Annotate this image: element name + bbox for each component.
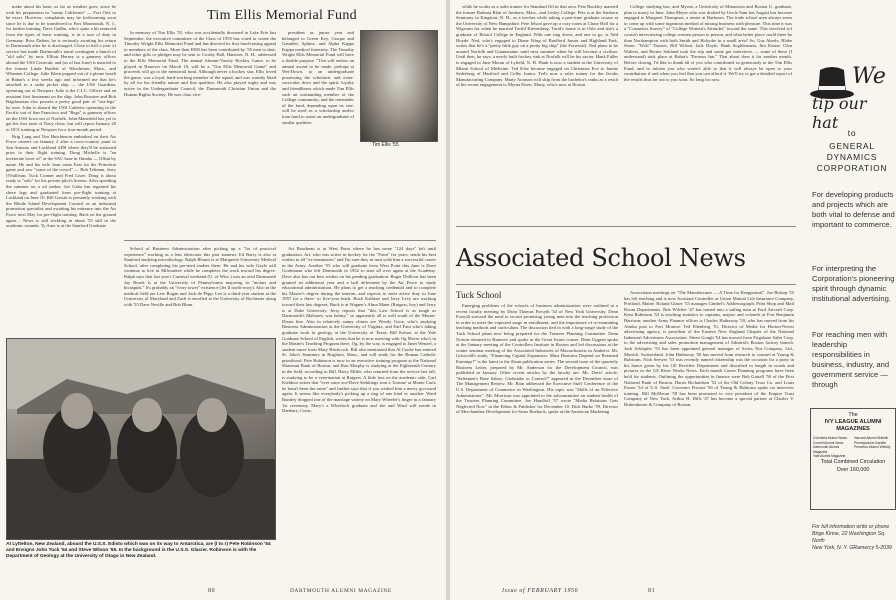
page-number: 81 (648, 588, 656, 594)
contact-info (812, 524, 896, 552)
right-column-2 (624, 4, 792, 220)
contact-line: New York, N. Y. GRamercy 5-2039 (812, 545, 892, 551)
column-3-bottom (282, 246, 436, 566)
contact-line: Birge Kinne, 22 Washington Sq. North (812, 531, 886, 544)
magazine-name: Cornell Alumni News (813, 440, 844, 445)
photo-caption: At Lyttelton, New Zealand, aboard the U.S.S. Edisto which was on its way to Antarctica, are (l to r) Pete Robinson '54 and Ensigns John Tuck '54 and Steve Wilson '55. In the background is the U.S.S. Glacier. Robinson is with the Department of Geology at the University of Otago in New Zealand. (6, 542, 271, 559)
box-the: The (848, 412, 858, 418)
magazine-name: Harvard Alumni Bulletin (854, 436, 889, 440)
ivy-league-box (810, 408, 896, 510)
portrait-caption: Tim Ellis '55 (372, 142, 399, 148)
magazine-name: Dartmouth Alumni Magazine (813, 445, 840, 454)
divider (456, 226, 796, 227)
body-text: Brig Lang and Tim Hutchinson embarked on their Air Force careers on January 2 after a cross-country jaunt to San Antonio and Lackland AFB where they'll be stationed prior to their flight training. Doug Michelle is "an inveterate lover of" at the SAC base in Omaha — Offutt by name. He and his wife Joan came East for the Princeton game and saw "some of the crowd" — Bob Teltman, Jerry O'Sullivan, Tuck Cromer and Fred Lisee. Doug is about ready to "solo" for his private pilot's license. After spending the summer on a oil tanker, Joe Gaba has regained his shore legs and graduated from pre-flight training at Lackland on June 10. Bill Gassitt is presently working with the Rhode Island Development Council as an industrial promotion specialist and awaiting his entrance into the Air Force next May for pre-flight training. Back on the ground again… News is still trickling in about '55 still in the academic rotunda. Ty Auer is at the Stanford Graduate (6, 133, 116, 229)
circulation-label: Total Combined Circulation (820, 459, 886, 465)
portrait-photo (360, 30, 438, 142)
column-1-top (6, 4, 116, 328)
article-title: Tim Ellis Memorial Fund (207, 8, 357, 23)
tuck-column-2 (624, 290, 794, 583)
right-column-1 (456, 4, 618, 220)
ad-headline-tip: tip our hat (812, 94, 867, 132)
photo-shapes (7, 339, 275, 539)
ad-paragraph-2: For interpreting the Corporation's pioneering spirit through dynamic institutional advertising. (812, 264, 895, 303)
body-text: Art Boudreau is at West Point where he has some "124 days" left until graduation. Art, who was active in hockey for the "Point" for years, sends his best wishes to all "ex-teammates" and I'm sure they in turn wish him a successful career in the Army. Another '55 who will graduate from West Point this June is Dave Gordennan who left Dartmouth in 1952 to start all over again at the Academy. Dave also has our best wishes on his pending graduation. Roger Dollivar has been granted an additional year and a half deferment by the Air Force to study educational administration. He plans to get a teaching credential and to complete his Master's degree during the interim, and expects to enter active duty in June 1957 for a three- to five-year hitch. Buck Kallmer and Jerry Levy are working toward their law degrees. Buck is at Wagner's Alma Mater (Rutgers, boy) and Jerry is at Duke University. Jerry reports that "this Law School is as tough as Dartmouth's Mahoney was balmy," so apparently all is well south of the Mason-Dixon line. Also in relatively sunny climes are Woody Gooe, who's studying Business Administration at the University of Virginia, and Earl Fain who's taking graduate work in geology at the University of Texas. Bill Kehoe, at the Yale Graduate School of English, writes that he is now mowing with Og Morse who's in the Master's Teaching Program there. Og, by the way, is engaged to Janet Wenzel, a student nurse from Mary Hitchcock. Bill also mentioned that Al Cooke has entered St. John's Seminary in Brighton, Mass., and will study for the Roman Catholic priesthood. Pete Robinson is now in an executive training program at the National Shawmut Bank of Boston, and Ron Murphy is studying at the Eighteenth Century in the field, according to Bill. Harry Miller, who returned from the service last fall, is studying to be a veterinarian at Rutgers. A little less on the academic side, Carl Kiehhon writes that "ever since ace-Dave Stebbings won a 'fortune' at Monte Carlo he hasn't been the same" and further says that if you wished him a merry go-round again. It seems like everybody's picking up a ring of one kind or another. Ward Rumley dropped one of the marriage variety on Mary Wheeler's finger in a January 1st ceremony. Mary's a Wheelock graduate and she and Ward will reside in Danbury, Conn., (282, 246, 436, 414)
magazine-name: Yale Alumni Magazine (813, 454, 846, 459)
article-column-3 (282, 30, 354, 236)
column-2-bottom (124, 246, 276, 334)
section-title: Associated School News (456, 244, 746, 272)
magazine-footer: DARTMOUTH ALUMNI MAGAZINE (290, 588, 392, 594)
divider (124, 240, 436, 241)
body-text: Association meetings on "The Manufacturer — A Time for Reappraisal". Joe Bishop '55 has left teaching and is now Assistant Controller at Union Mutual Life Insurance Company, Portland, Maine. Roland Glaser '53 manages Gimbel's Addressograph, Print Shop and Mail Room Departments. Bob Wilcher '47 has turned into a sailing man at Ford Aircraft Corp. Kent Robinson '53 is teaching statistics to captains, majors and colonels at Fort Benjamin Harrison; another Army Finance officer is Charles Hathaway '50, who has moved from his Alaska post to Fort Monroe. Ted Eltenberg '51, Director of Media for Horton-Noves advertising agency, is president of the Eastern New England Chapter of the National Industrial Advertisers Association. Shern Gough '54 has moved from Frigidaire Sales Corp. to the advertising and sales promotion management of Admiral's Boston factory branch. Jack Schlapfer '53 has been appointed general manager of Swiss Nut Company, Ltd., Munich, Switzerland. John Hathaway '50 has moved from research to counsel at Young & Rubicam. Nick Seewer '53 was recently named citizenship was the occasion for a party in his honor given by his GE Rectifier Department and described in length in words and pictures in the GE River Works News. Each month Career Planning programs have been held for students. Outlining the opportunities in finance were Bob Gatrell '50 of the First National Bank of Boston, Harris Richardson '52 of the Old Colony Trust Co. and Louis Faxon '54 of U.S. Steel. Governor Prosser '56 of Young & Rubicam spoke on interview training. Bill McEleran '58 has been promoted to vice president of the Empire Trust Company of New York. Arthur H. Dills '47 has become a special partner at Charles V. Brittenhouse & Company of Boston. (624, 290, 794, 407)
body-text: College studying law, and Myrna, a University of Minnesota and Boston U. graduate, plan to marry in June. John Meyer who was drafted by Uncle Sam has August has become engaged to Margaret Thompson, a senior at Barbours. The trade school men always seem to come up with some ingenious method of mixing business with pleasure. This time it was a "Cosmetics Survey" of "College Women's Attitudes" toward the same. This involved (of course) interviewing college women person to person, and what better place could there be than Northampton with both Smith and Holyoke in a small area? So, Gus Aberle, Blake Stone, "Wolf" Thaxter, Bill Wilson, Jack Doyle, Hank Soghikmann, Jim Keane, Glen Walters, and Bernie Sokland took the trip and some got interviews — some of these (I understand) took place at Rahar's "Famous Inn." That about does it for another month. Before closing, I'd like to thank all of you who contributed so generously to the Tim Ellis Fund, and to inform you who weren't able to that it will always be open to your contribution if and when you feel that you can afford it. We'll try to get a detailed report of the results thus far out to you soon. So long for now. (624, 4, 792, 82)
advertisement (806, 0, 896, 600)
ad-paragraph-1: For developing products and projects which are both vital to defense and important to commerce. (812, 190, 895, 229)
ivy-league-title: IVY LEAGUE ALUMNI MAGAZINES (824, 419, 882, 432)
ad-to: to (847, 128, 857, 138)
body-text: president as junior year and belonged to Green Key, Casque and Gauntlet, Sphinx, and Alpha Kappa Kappa medical fraternity. The Timothy Wright Ellis Memorial Fund will have a double purpose. "Tim will endow an annual award to be made, perhaps at Wet-Down, to an undergraduate possessing the scholastic and extra-curricular drive and the spirit, loyalty and friendliness which made Tim Ellis such an outstanding member of the College community; and the remainder of the fund, depending upon its size, will be used as a scholarship and/or loan fund to assist an undergraduate of similar qualities. (282, 30, 354, 125)
issue-footer: Issue of FEBRUARY 1956 (502, 588, 579, 594)
group-photo (6, 338, 276, 540)
magazine-name: Princeton Alumni Weekly (854, 445, 891, 450)
tuck-column-1 (456, 303, 618, 583)
magazine-name: Columbia Alumni News (813, 436, 847, 440)
magazine-list-left (813, 436, 853, 459)
ad-headline-we: We (852, 64, 886, 89)
tuck-school-heading: Tuck School (456, 290, 502, 300)
magazine-name: Pennsylvania Gazette (854, 440, 887, 445)
article-column-2 (124, 30, 276, 236)
contact-line: For full information write or phone (812, 524, 890, 530)
circulation-value: Over 160,000 (836, 467, 870, 473)
body-text: In memory of Tim Ellis '55, who was accidentally drowned in Lake Erie last September, the executive committee of the Class of 1955 has voted to create the Timothy Wright Ellis Memorial Fund and has directed its first fund-raising appeal to members of the class. More than $500 has been contributed by '55 men to date, and other gifts or pledges may be sent to Crosby Hall, Hanover, N. H., addressed to the Ellis Memorial Fund. The annual Alumni-Varsity Hockey Game, to be played in Hanover on March 10, will be a "Tim Ellis Memorial Game" and proceeds will go to the memorial fund. Although never a hockey star, Ellis loved the game, was a loyal, hard-working member of the squad, and was warmly liked by all for his friendly nature and fine qualities. He also played rugby and was active in the Undergraduate Council, the Dartmouth Christian Union and the Human Rights Society. He was class vice- (124, 30, 276, 97)
body-text: Emerging problems of the schools of business administration were outlined at a recent faculty meeting by Dean Thomas Forsyth '54 of New York University. Dean Forsyth stressed the need to recruit promising young men into the teaching profession in order to meet the expected surge in enrollment, and the importance of re-examining teaching methods and curriculum. The discussion tied in with a long-range study of the Tuck School plans now being prepared for the Trustees Planning Committee. Dean Norton returned to Hanover and spoke in the Great Issues course. Dean Upgren spoke at the January meeting of the Controllers Institute in Boston and led discussions at the winter seminar meeting of the Associated Industries of Massachusetts in Amherst. Mr. Griswold's study, "Financing Capital Expansion: Must Business Depend on Retained Earnings?" is the latest in the Sloan publication series. The second issue of the quarterly Business Letter, prepared by Mr. Anderson for the Development Council, was published in January. Other recent articles by the faculty are: Mr. Davis' article, "Salesmen's Base Salary: Grubstake or Control?" appeared in the December issue of The Management Review. Mr. Bain addressed the Executive Staff Conference of the U.S. Department of Commerce in Washington. His topic was "Skills of an Effective Administrator". Mr. Morrison was appointed to the subcommittee on student health of the Trustees Planning Committee. Joe Handloff '57 wrote "Media Relations Gets Neglected Now" in the Editor & Publisher for December 10. Dick Burke '59, Director of Merchandise Development for Sears Roebuck, spoke at the American Marketing (456, 303, 618, 415)
magazine-list-right (854, 436, 894, 450)
divider (456, 284, 796, 285)
body-text: while he works as a sales trainee for Standard Oil in that area. Pete Buckley married the former Barbara Blair of Amherst, Mass., and Lesley College. Pete is at the Sanborn Seminary in Kingston, N. H., as a teacher while taking a part-time graduate course at the University of New Hampshire. Pete Jelson gave up a cozy room at Chase Hall for a Wigwam for when he married Turild Kievenberg. Turid's home is in Oslo and she's a graduate of Bristol College in England. With one ring down, and one to go, is Ned Hoyde. Ned, who's engaged to Diane Wing of Bradford Junior and Highland Park, writes that he's a "pretty little guy on a pretty big ship" (the Forrestal). Ned plans to be around Norfolk and Guantanamo until next summer when he will become a civilian. Until then, he says, a newly built hockey rink at Norfolk will be his savior. Hank Fuller is engaged to June Moran of Lyfield, N. H. Hank is now a student at the University of Miami School of Medicine. Ted Klee became engaged on Christmas Eve to Janine Sederberg of Hartford and Colby Junior. Ted's now a sales trainer for the Jacobs Manufacturing Company. Marty Aronson will ship from the bachelor's ranks as a result of his recent engagement to Myrna Eisen. Marty, who's now at Boston (456, 4, 618, 88)
body-text: School of Business Administration after picking up a "lot of practical experience" working as a lens fabricator this past summer. Ed Barry is also at Stanford studying microbiology. Ralph Blount is at Marquette University Medical School, after completing his pre-med studies there. He and his wife Gayle will continue to live in Milwaukee while he completes the work toward his degree. Ralph says that last year's Carnival weekend (U. of Wisc.) was an avid Dartmouth Jay Brook is at the University of Pennsylvania majoring in "molars and bicuspids." It's probably an "ivory tower" existence (Jet II tooth-ivory). Also in the medical field are Lew Rogan and Jack de Pepp. Lee is a third-year student at the University of Maryland and Zach is enrolled at the University of Rochester along with '55 Dave Neville and Bob Blum. (124, 246, 276, 307)
page-number: 80 (208, 588, 216, 594)
ad-paragraph-3: For reaching men with leadership responsibilities in business, industry, and government service — through (812, 330, 890, 389)
left-page (0, 0, 446, 600)
company-name: GENERAL DYNAMICS CORPORATION (816, 141, 888, 173)
body-text: make about his basic as far as weather goes, since he took his preparation in "sunny California" — Fort Ord, to be exact. However, complaints may be forthcoming soon since he is due to be transferred to Fort Monmouth, N. J., for further training. Dave Gadlin, who's quite a bit removed from the types of basic training, is in a tour of duty in Germany. Ross Dalton, he is seriously awaiting his return to Dartmouth after he is discharged. Close to half a year of service has made Dartmouth's naval contingent a bunch of "old salts" by now. Elliott Hersey is a gunnery officer aboard the USS Conecuh, and (as of last June) is married to the former Linda Bartlett of Winchester, Mass., and Wheaton College. Julie Klein popped out of a phone booth at Rahar's a few weeks ago and informed me that he's attached to a radar picket ship — the USS Guardian, operating out of Newport. Julie is the C.I.C. Officer and an assistant first lieutenant on the ship. John Rossiter and Bob Bagdasarian also possess a pretty good pair of "sea-legs" by now. John is aboard the USS Catlerite operating in the Pacific out of San Francisco and "Bags" is gunnery officer on the USS Iowa out of Norfolk. John Mansfield has yet to get his first taste of Navy chow, but will report January 20 to OCS training at Newport for a four-month period. (6, 4, 116, 133)
